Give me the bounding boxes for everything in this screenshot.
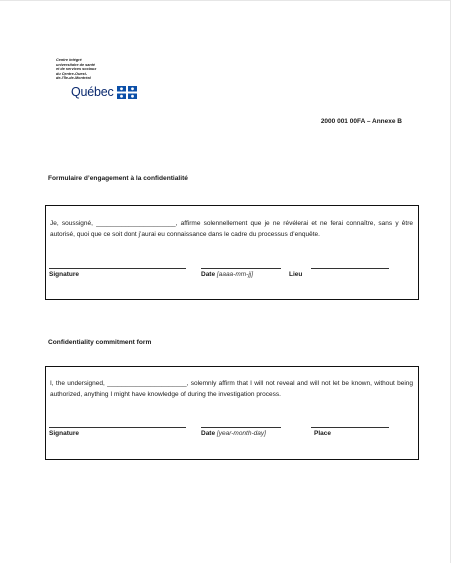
french-signature-label: Signature [49, 271, 79, 278]
french-place-line[interactable] [311, 268, 389, 269]
french-commitment-text: Je, soussigné, ______________________, affirme solennellement que je ne révélerai et ne ferai connaître, sans y être autorisé, quoi que ce soit dont j’aurai eu connaissance dans le cadre du processus d’enquête. [50, 220, 413, 238]
english-date-word: Date [201, 430, 216, 437]
french-date-line[interactable] [201, 268, 281, 269]
english-date-label [201, 430, 266, 437]
french-date-format: [aaaa-mm-jj] [216, 271, 254, 278]
english-commitment-text: I, the undersigned, ______________________, solemnly affirm that I will not reveal and will not let be known, without being authorized, anything I might have knowledge of during the investigation process. [50, 380, 413, 398]
english-place-line[interactable] [311, 427, 389, 428]
logo-line-1: Centre intégré [56, 58, 82, 62]
quebec-flag-icon [117, 86, 137, 99]
french-signature-line[interactable] [49, 268, 186, 269]
logo-line-4: du Centre-Ouest- [56, 71, 88, 76]
quebec-word: Québec [71, 85, 114, 99]
english-place-label: Place [314, 430, 331, 437]
french-place-label: Lieu [289, 271, 303, 278]
english-form-box [45, 366, 419, 460]
english-date-line[interactable] [201, 427, 281, 428]
ciusss-quebec-logo [56, 58, 156, 104]
english-signature-label: Signature [49, 430, 79, 437]
french-date-word: Date [201, 271, 216, 278]
english-form-title: Confidentiality commitment form [48, 339, 152, 346]
logo-line-5: de-l’Île-de-Montréal [56, 76, 91, 81]
french-form-title: Formulaire d’engagement à la confidentialité [48, 175, 188, 182]
french-date-label [201, 271, 253, 278]
document-reference: 2000 001 00FA – Annexe B [320, 118, 402, 125]
french-form-box [45, 205, 419, 300]
english-date-format: [year-month-day] [216, 430, 266, 437]
logo-line-2: universitaire de santé [56, 62, 96, 67]
english-signature-line[interactable] [49, 427, 186, 428]
logo-line-3: et de services sociaux [56, 67, 97, 72]
quebec-wordmark [71, 85, 137, 99]
